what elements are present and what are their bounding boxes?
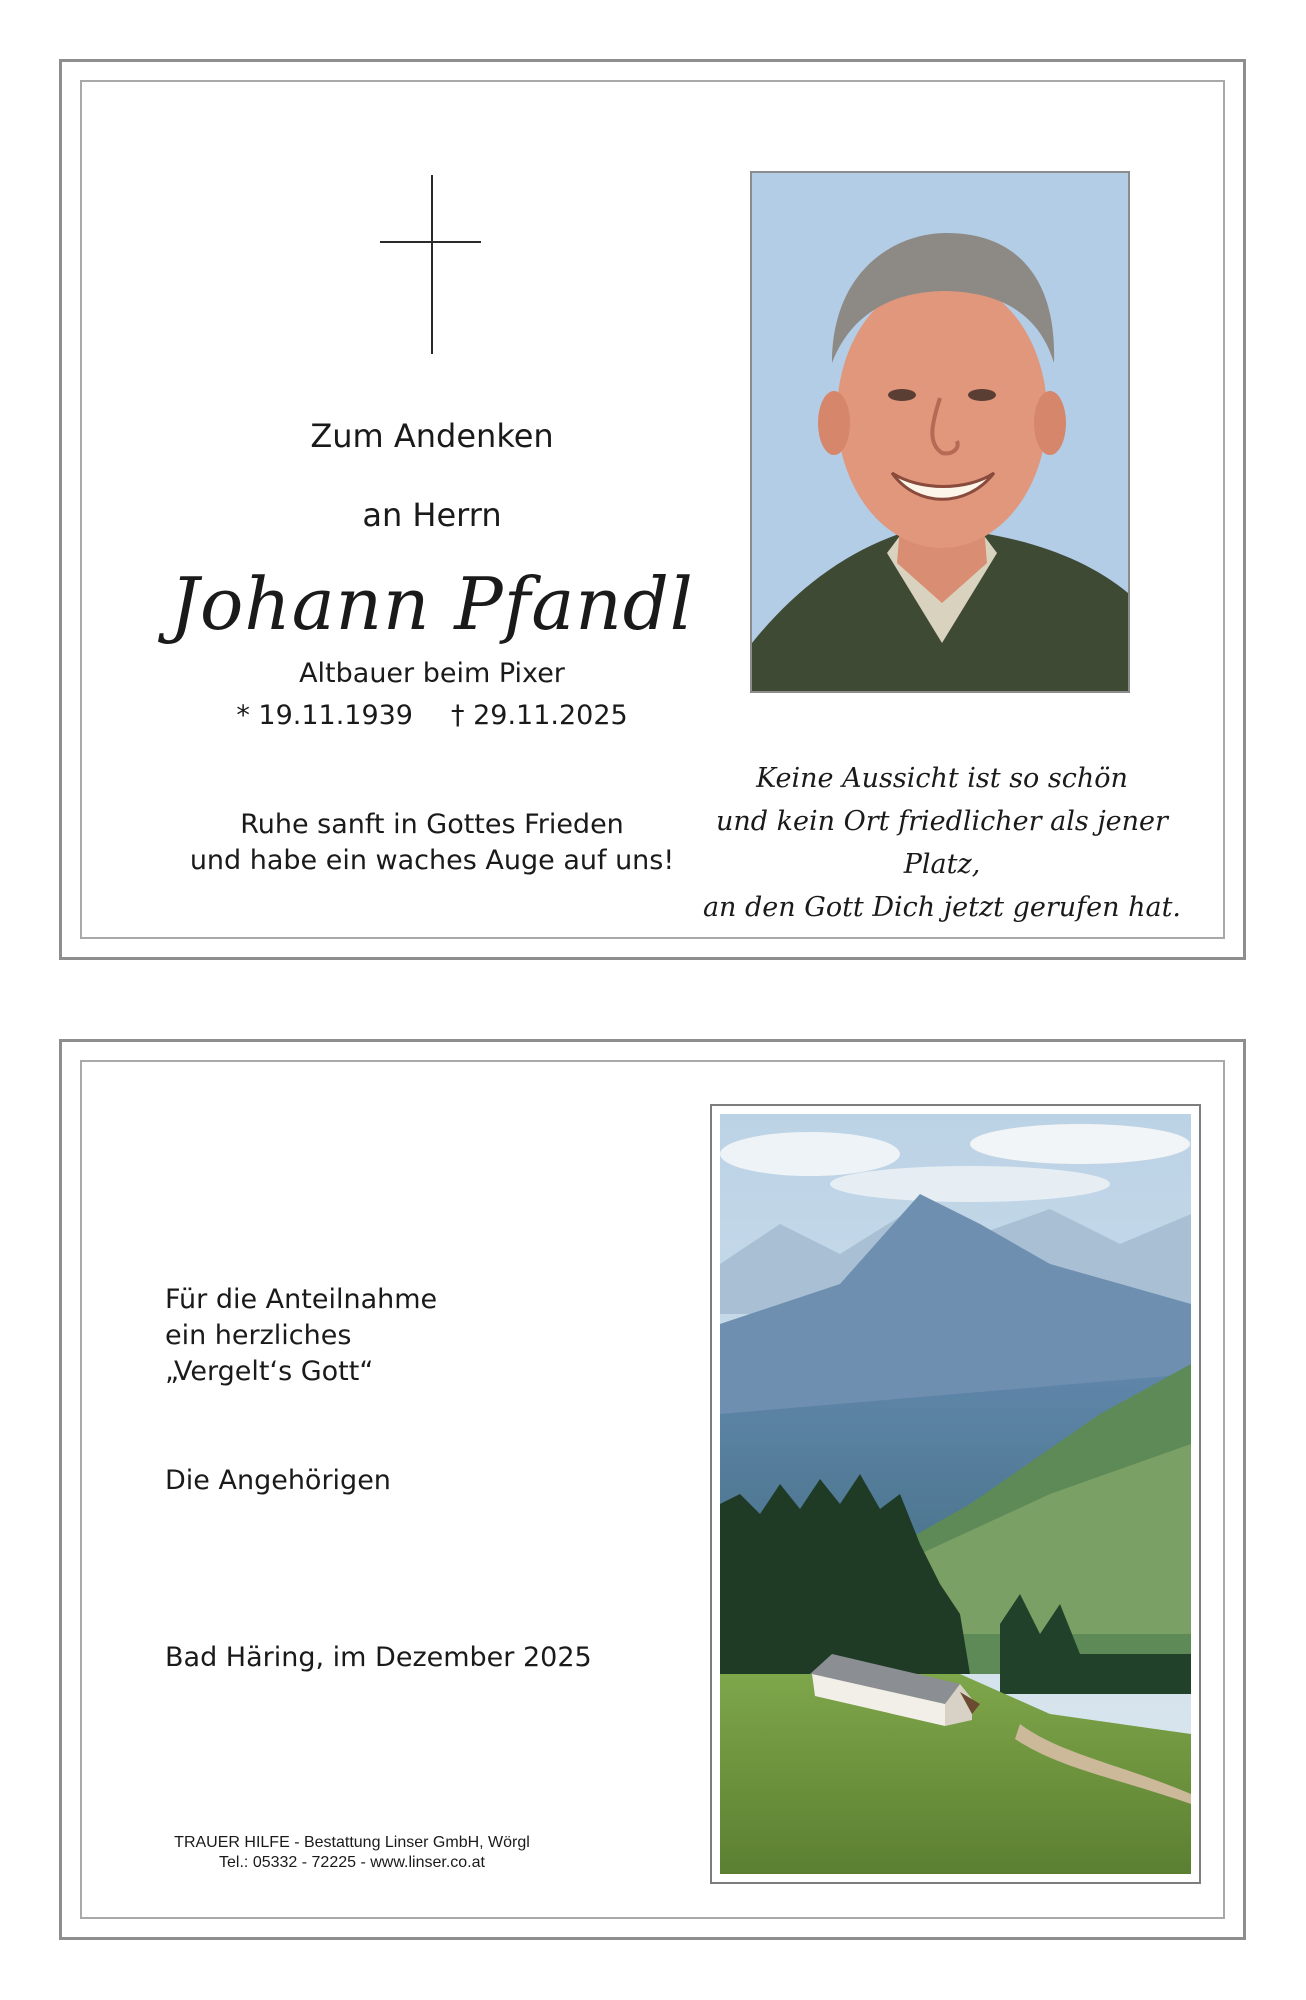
salutation: an Herrn xyxy=(362,496,502,534)
portrait-illustration xyxy=(752,173,1128,691)
life-dates xyxy=(152,700,712,731)
thanks-line: „Vergelt‘s Gott“ xyxy=(165,1356,374,1387)
birth-date: * 19.11.1939 xyxy=(236,700,413,731)
family-signature: Die Angehörigen xyxy=(165,1465,391,1496)
quote-line: an den Gott Dich jetzt gerufen hat. xyxy=(702,892,1182,923)
funeral-home-footer xyxy=(142,1833,562,1873)
memorial-heading: Zum Andenken xyxy=(310,417,554,455)
deceased-role: Altbauer beim Pixer xyxy=(299,658,565,689)
landscape-photo xyxy=(720,1114,1191,1874)
quote-line: und kein Ort friedlicher als jener Platz, xyxy=(716,806,1168,880)
place-date: Bad Häring, im Dezember 2025 xyxy=(165,1642,592,1673)
deceased-name: Johann Pfandl xyxy=(170,562,694,646)
front-card xyxy=(59,59,1246,960)
quote-line: Keine Aussicht ist so schön xyxy=(756,763,1128,794)
back-card xyxy=(59,1039,1246,1940)
landscape-photo-frame xyxy=(710,1104,1201,1884)
farewell-text xyxy=(132,807,732,879)
thanks-text xyxy=(165,1282,437,1390)
thanks-line: ein herzliches xyxy=(165,1320,352,1351)
footer-line: TRAUER HILFE - Bestattung Linser GmbH, Wörgl xyxy=(174,1834,530,1851)
death-date: † 29.11.2025 xyxy=(451,700,628,731)
quote-text xyxy=(682,757,1202,929)
mountain-landscape-illustration xyxy=(720,1114,1191,1874)
farewell-line: und habe ein waches Auge auf uns! xyxy=(189,845,675,876)
farewell-line: Ruhe sanft in Gottes Frieden xyxy=(240,809,624,840)
portrait-photo xyxy=(750,171,1130,693)
footer-line: Tel.: 05332 - 72225 - www.linser.co.at xyxy=(219,1854,485,1871)
thanks-line: Für die Anteilnahme xyxy=(165,1284,438,1315)
